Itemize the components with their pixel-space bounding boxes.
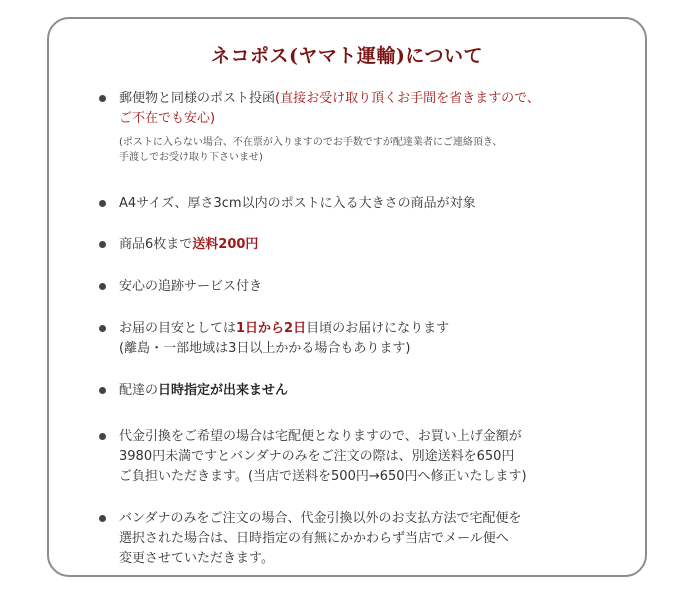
- item-note: (ポストに入らない場合、不在票が入りますのでお手数ですが配達業者にご連絡頂き、 手渡しでお受け取り下さいませ): [119, 137, 503, 163]
- list-item: [99, 319, 619, 359]
- bullet-icon: [99, 283, 106, 290]
- item-text: 商品6枚まで送料200円: [119, 237, 259, 252]
- item-text: A4サイズ、厚さ3cm以内のポストに入る大きさの商品が対象: [119, 196, 476, 211]
- list-item: [99, 194, 619, 214]
- bullet-icon: [99, 325, 106, 332]
- bullet-icon: [99, 241, 106, 248]
- bullet-icon: [99, 387, 106, 394]
- list-item: [99, 509, 619, 569]
- bullet-icon: [99, 95, 106, 102]
- item-text: 配達の日時指定が出来ません: [119, 383, 289, 398]
- bullet-icon: [99, 200, 106, 207]
- list-item: [99, 381, 619, 401]
- info-card: [47, 17, 647, 577]
- page-title: ネコポス(ヤマト運輸)について: [210, 45, 484, 67]
- list-item: [99, 235, 619, 255]
- item-text: 郵便物と同様のポスト投函(直接お受け取り頂くお手間を省きますので、 ご不在でも安心): [119, 91, 540, 126]
- list-item: [99, 277, 619, 297]
- item-text: 安心の追跡サービス付き: [119, 279, 263, 294]
- list-item: [99, 89, 619, 165]
- bullet-icon: [99, 433, 106, 440]
- item-text: 代金引換をご希望の場合は宅配便となりますので、お買い上げ金額が 3980円未満ですとバンダナのみをご注文の際は、別途送料を650円 ご負担いただきます。(当店で送料を500円→650円へ修正いたします): [119, 429, 527, 484]
- bullet-icon: [99, 515, 106, 522]
- item-text: お届の目安としては1日から2日目頃のお届けになります (離島・一部地域は3日以上かかる場合もあります): [119, 321, 450, 356]
- list-item: [99, 427, 619, 487]
- item-text: バンダナのみをご注文の場合、代金引換以外のお支払方法で宅配便を 選択された場合は、日時指定の有無にかかわらず当店でメール便へ 変更させていただきます。: [119, 511, 522, 566]
